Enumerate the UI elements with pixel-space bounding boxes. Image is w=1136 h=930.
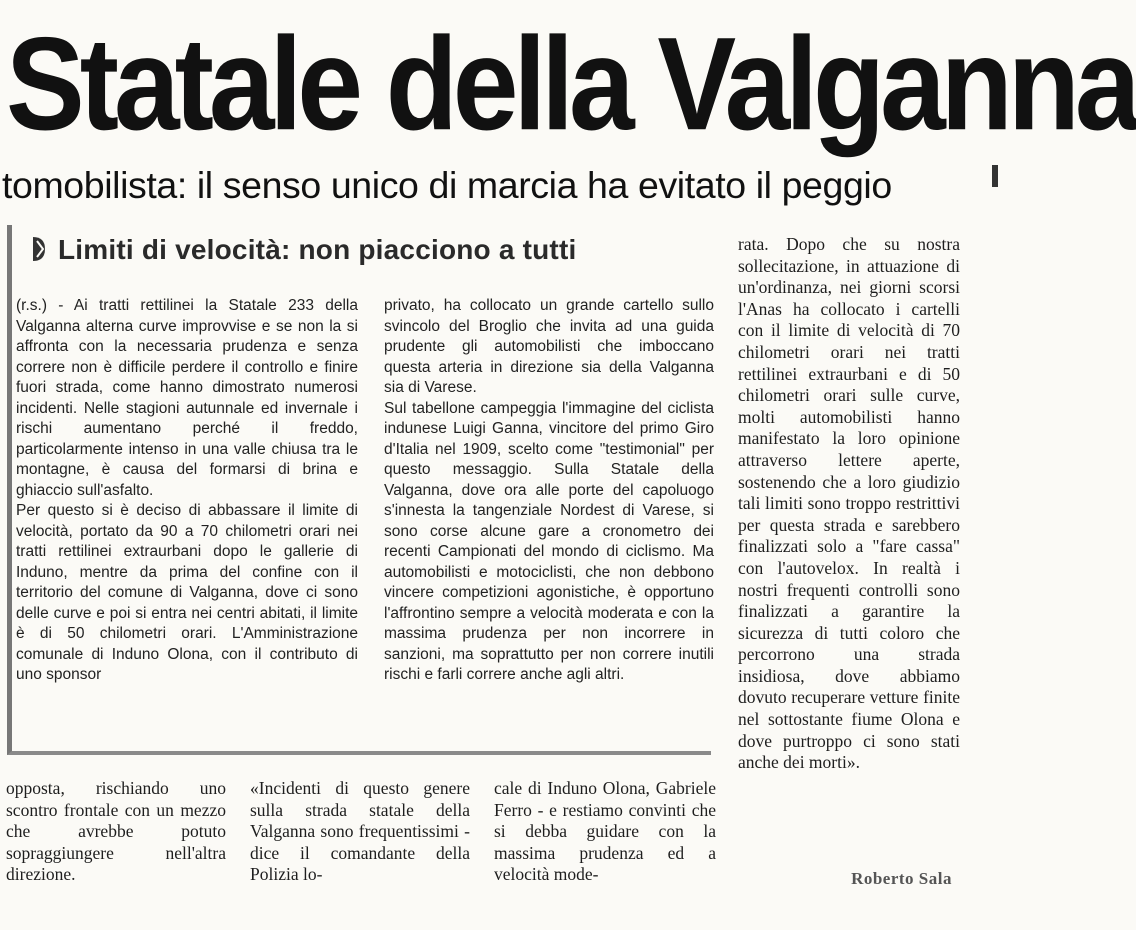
article-paragraph: rata. Dopo che su nostra sollecitazione, in attuazione di un'ordinanza, nei giorni scorsi l'Anas ha collocato i cartelli con il limite di velocità di 70 chilometri orari nei tratti rettilinei extraurbani e di 50 chilometri orari sulle curve, molti automobilisti hanno manifestato la loro opinione attraverso lettere aperte, sostenendo che a loro giudizio tali limiti sono troppo restrittivi per questa strada e sarebbero finalizzati solo a "fare cassa" con l'autovelox. In realtà i nostri frequenti controlli sono finalizzati a garantire la sicurezza di tutti coloro che percorrono una strada insidiosa, dove abbiamo dovuto recuperare vetture finite nel sottostante fiume Olona e dove purtroppo ci sono stati anche dei morti». [738, 234, 960, 773]
article-bottom-column-2 [250, 778, 470, 888]
sidebar-paragraph: Per questo si è deciso di abbassare il limite di velocità, portato da 90 a 70 chilometri orari nei tratti rettilinei extraurbani dopo le gallerie di Induno, mentre da prima del confine con il territorio del comune di Valganna, dove ci sono delle curve e poi si entra nei centri abitati, il limite è di 50 chilometri orari. L'Amministrazione comunale di Induno Olona, con il contributo di uno sponsor [16, 502, 358, 683]
column-edge-mark [992, 165, 998, 187]
headline: Statale della Valganna [6, 10, 1136, 159]
article-bottom-column-3 [494, 778, 716, 888]
sidebar-title [32, 228, 712, 272]
sidebar-column-2 [384, 296, 714, 736]
sidebar-title-text: Limiti di velocità: non piacciono a tutti [58, 234, 577, 265]
sidebar-column-1 [16, 296, 358, 736]
article-paragraph: opposta, rischiando uno scontro frontale con un mezzo che avrebbe potuto sopraggiungere nell'altra direzione. [6, 778, 226, 885]
subheadline: tomobilista: il senso unico di marcia ha evitato il peggio [2, 164, 892, 206]
sidebar-paragraph: Sul tabellone campeggia l'immagine del ciclista indunese Luigi Ganna, vincitore del primo Giro d'Italia nel 1909, scelto come "testimonial" per questo messaggio. Sulla Statale della Valganna, dove ora alle porte del capoluogo s'innesta la tangenziale Nordest di Varese, si sono corse alcune gare a cronometro dei recenti Campionati del mondo di ciclismo. Ma automobilisti e motociclisti, che non debbono vincere competizioni agonistiche, è opportuno l'affrontino sempre a velocità moderata e con la massima prudenza per non incorrere in sanzioni, ma soprattutto per non correre inutili rischi e farli correre anche agli altri. [384, 399, 714, 683]
article-bottom-column-1 [6, 778, 226, 888]
byline: Roberto Sala [851, 869, 952, 888]
article-right-column [738, 234, 960, 874]
sidebar-paragraph: privato, ha collocato un grande cartello sullo svincolo del Broglio che invita ad una guida prudente gli automobilisti che imboccano questa arteria in direzione sia della Valganna sia di Varese. [384, 297, 714, 396]
article-paragraph: «Incidenti di questo genere sulla strada statale della Valganna sono frequentissimi - dice il comandante della Polizia lo- [250, 778, 470, 885]
sidebar-paragraph: (r.s.) - Ai tratti rettilinei la Statale 233 della Valganna alterna curve improvvise e se non la si affronta con la necessaria prudenza e senza correre non è difficile perdere il controllo e finire fuori strada, come hanno dimostrato numerosi incidenti. Nelle stagioni autunnale ed invernale i rischi aumentano perché il freddo, particolarmente intenso in una valle chiusa tra le montagne, è causa del formarsi di brina e ghiaccio sull'asfalto. [16, 297, 358, 499]
article-paragraph: cale di Induno Olona, Gabriele Ferro - e restiamo convinti che si debba guidare con la massima prudenza ed a velocità mode- [494, 778, 716, 885]
